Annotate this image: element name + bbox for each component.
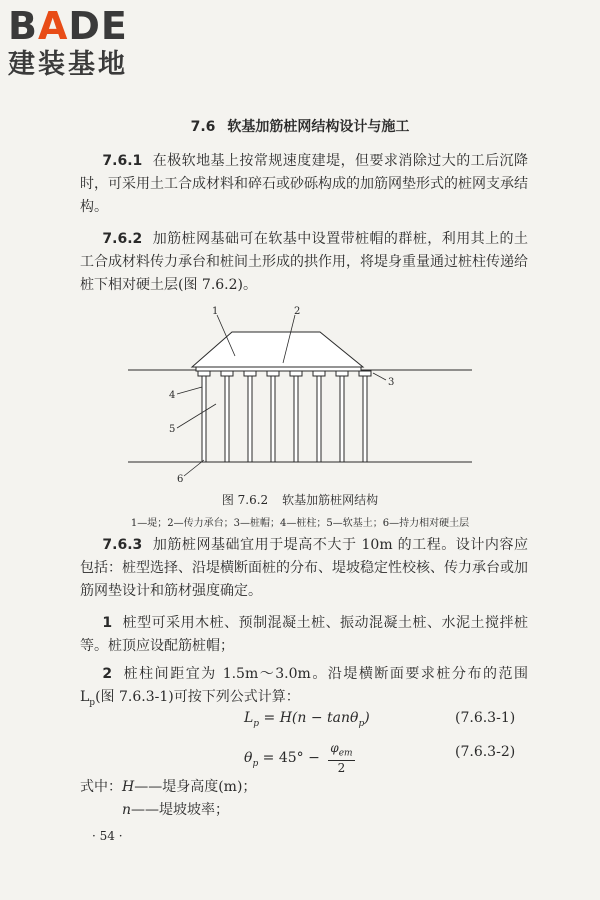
- formula-7-6-3-1: $L_p = H(n - \tan\theta_p)$: [244, 710, 370, 729]
- item-text: 桩型可采用木桩、预制混凝土桩、振动混凝土桩、水泥土搅拌桩等。桩顶应设配筋桩帽；: [80, 615, 528, 654]
- label-3: 3: [388, 377, 395, 388]
- clause-number: 7.6.2: [102, 231, 143, 247]
- logo-accent-letter: A: [37, 4, 69, 48]
- item-text-b: (图 7.6.3-1)可按下列公式计算：: [95, 689, 300, 705]
- formula-7-6-3-2: $\theta_p = 45^\circ$ − $\frac{\varphi_{em}}{2}$: [244, 741, 353, 776]
- pile-caps: [198, 371, 371, 376]
- clause-text: 加筋桩网基础宜用于堤高不大于 10m 的工程。设计内容应包括：桩型选择、沿堤横断面桩的分布、堤坡稳定性校核、传力承台或加筋网垫设计和筋材强度确定。: [80, 537, 528, 599]
- variable-symbol: H: [122, 779, 135, 795]
- item-2: [80, 663, 528, 715]
- piles: [202, 376, 367, 462]
- clause-text: 在极软地基上按常规速度建堤，但要求消除过大的工后沉降时，可采用土工合成材料和碎石或砂砾构成的加筋网垫形式的桩网支承结构。: [80, 153, 528, 215]
- item-1: [80, 612, 528, 658]
- section-number: 7.6: [190, 119, 216, 135]
- item-number: 1: [102, 615, 113, 631]
- item-number: 2: [102, 666, 113, 682]
- label-1: 1: [212, 306, 219, 317]
- section-title-text: 软基加筋桩网结构设计与施工: [227, 119, 410, 135]
- paragraph-7-6-1: [80, 150, 528, 219]
- figure-caption-text: 软基加筋桩网结构: [282, 493, 379, 507]
- figure-number: 图 7.6.2: [221, 493, 269, 507]
- logo-chinese-text: 建装基地: [8, 49, 128, 80]
- paragraph-7-6-3: [80, 534, 528, 603]
- figure-legend: 1—堤；2—传力承台；3—桩帽；4—桩柱；5—软基土；6—持力相对硬土层: [130, 518, 470, 529]
- logo-wordmark: BADE: [8, 4, 128, 48]
- load-transfer-platform: [196, 367, 361, 371]
- label-5: 5: [169, 424, 176, 435]
- label-2: 2: [294, 306, 301, 317]
- embankment: [192, 332, 363, 367]
- variable-definition-n: n——堤坡坡率；: [122, 802, 230, 818]
- bade-logo: [8, 6, 128, 80]
- variable-definition-h: 式中：H——堤身高度(m)；: [80, 779, 257, 795]
- pile-net-structure-diagram: [120, 304, 480, 486]
- paragraph-7-6-2: [80, 228, 528, 297]
- section-title: [0, 116, 600, 136]
- label-4: 4: [169, 390, 176, 401]
- item-text-a: 桩柱间距宜为 1.5m～3.0m。沿堤横断面要求桩分布的范围 L: [80, 666, 528, 705]
- clause-number: 7.6.3: [102, 537, 143, 553]
- label-6: 6: [177, 474, 184, 485]
- figure-caption: [0, 491, 600, 508]
- clause-number: 7.6.1: [102, 153, 143, 169]
- variable-symbol: n: [122, 802, 132, 818]
- page-number: · 54 ·: [92, 829, 123, 843]
- item-text-sub: p: [89, 697, 96, 708]
- fraction: $\frac{\varphi_{em}}{2}$: [330, 741, 353, 776]
- clause-text: 加筋桩网基础可在软基中设置带桩帽的群桩，利用其上的土工合成材料传力承台和桩间土形成的拱作用，将堤身重量通过桩柱传递给桩下相对硬土层(图 7.6.2)。: [80, 231, 528, 293]
- formula-number: (7.6.3-1): [455, 710, 516, 726]
- formula-number: (7.6.3-2): [455, 744, 516, 760]
